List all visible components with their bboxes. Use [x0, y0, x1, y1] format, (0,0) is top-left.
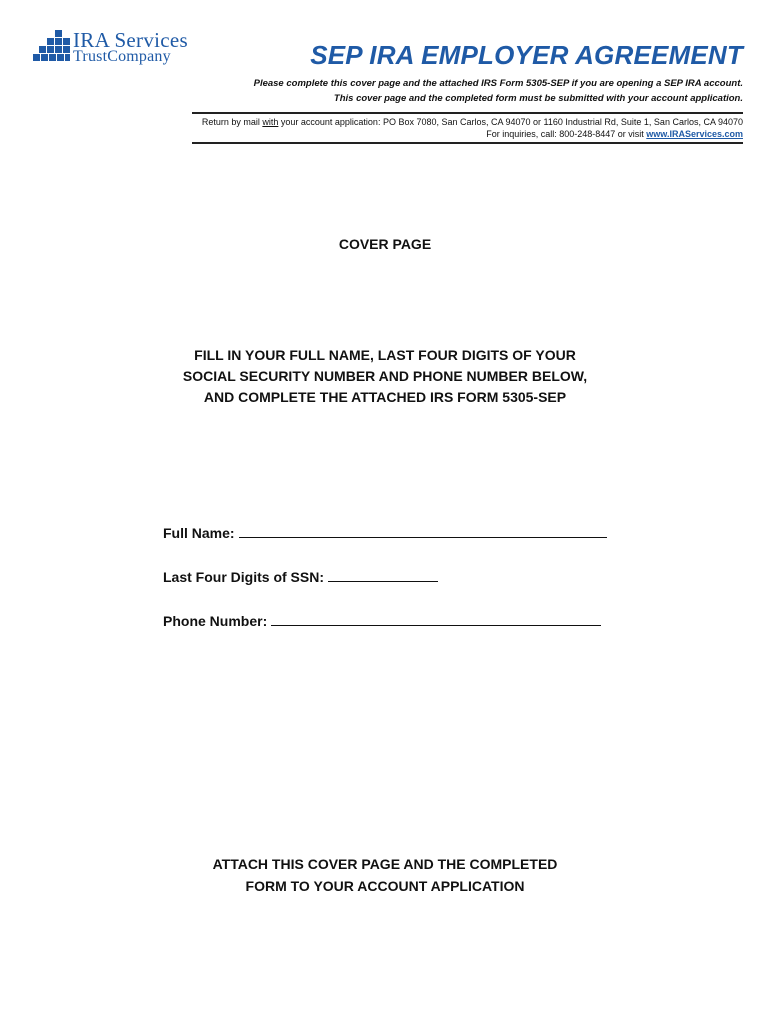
logo-squares-icon: [33, 28, 71, 64]
instruction-line: SOCIAL SECURITY NUMBER AND PHONE NUMBER BELOW,: [182, 368, 588, 384]
company-logo: [33, 28, 213, 68]
instruction-line: AND COMPLETE THE ATTACHED IRS FORM 5305-SEP: [203, 389, 567, 405]
phone-field[interactable]: [163, 612, 601, 629]
page-title: SEP IRA EMPLOYER AGREEMENT: [310, 40, 743, 70]
instructions: [0, 345, 770, 408]
subtitle-line2: This cover page and the completed form must be submitted with your account application.: [333, 93, 743, 104]
inquiries-line: [486, 129, 743, 139]
footer-instructions: [0, 853, 770, 897]
return-prefix: Return by mail: [201, 117, 263, 127]
instruction-line: FILL IN YOUR FULL NAME, LAST FOUR DIGITS OF YOUR: [194, 347, 576, 363]
header-divider-top: [192, 112, 743, 114]
ssn-blank[interactable]: [328, 568, 438, 582]
inquiries-prefix: For inquiries, call: 800-248-8447 or visit: [486, 129, 647, 139]
subtitle-line1: Please complete this cover page and the attached IRS Form 5305-SEP if you are opening a SEP IRA account.: [253, 78, 743, 89]
website-link[interactable]: www.IRAServices.com: [646, 129, 743, 139]
full-name-label: Full Name:: [163, 525, 235, 541]
return-with: with: [262, 117, 279, 127]
return-suffix: your account application: PO Box 7080, San Carlos, CA 94070 or 1160 Industrial Rd, Suite 1, San Carlos, CA 94070: [278, 117, 743, 127]
ssn-field[interactable]: [163, 568, 438, 585]
full-name-field[interactable]: [163, 524, 607, 541]
full-name-blank[interactable]: [239, 524, 607, 538]
phone-blank[interactable]: [271, 612, 601, 626]
return-address: [202, 117, 743, 127]
logo-text-line2: TrustCompany: [73, 48, 171, 65]
header-divider-bottom: [192, 142, 743, 144]
ssn-label: Last Four Digits of SSN:: [163, 569, 324, 585]
footer-line: ATTACH THIS COVER PAGE AND THE COMPLETED: [212, 856, 558, 872]
footer-line: FORM TO YOUR ACCOUNT APPLICATION: [245, 878, 525, 894]
logo-text-line1: IRA Services: [73, 28, 188, 52]
cover-heading: COVER PAGE: [338, 236, 432, 252]
phone-label: Phone Number:: [163, 613, 268, 629]
